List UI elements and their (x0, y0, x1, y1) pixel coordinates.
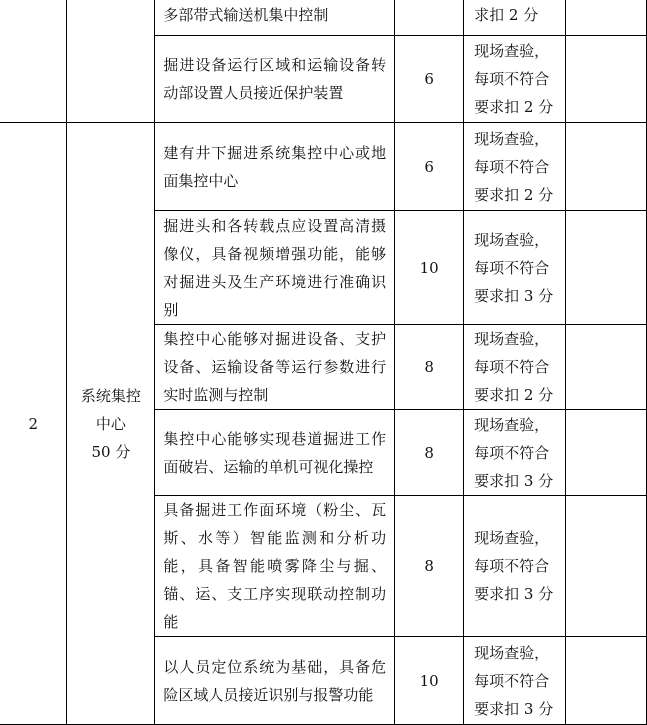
scoring-method: 现场查验，每项不符合要求扣 2 分 (464, 36, 566, 123)
assessment-item: 集控中心能够对掘进设备、支护设备、运输设备等运行参数进行实时监测与控制 (155, 325, 395, 410)
remarks-cell (566, 325, 647, 410)
scoring-method: 现场查验，每项不符合要求扣 2 分 (464, 123, 566, 211)
score-value: 8 (395, 325, 464, 410)
table-row (0, 123, 647, 211)
section-points: 50 分 (91, 442, 131, 461)
remarks-cell (566, 0, 647, 36)
assessment-item: 具备掘进工作面环境（粉尘、瓦斯、水等）智能监测和分析功能，具备智能喷雾降尘与掘、锚、运、支工序实现联动控制功能 (155, 496, 395, 637)
remarks-cell (566, 496, 647, 637)
scoring-method: 现场查验，每项不符合要求扣 2 分 (464, 325, 566, 410)
section-name-cell-prev (67, 0, 155, 123)
section-name: 系统集控中心 (80, 386, 141, 433)
assessment-item: 掘进头和各转载点应设置高清摄像仪，具备视频增强功能，能够对掘进头及生产环境进行准确识别 (155, 211, 395, 325)
score-value: 6 (395, 123, 464, 211)
table-row (0, 0, 647, 36)
scoring-method: 现场查验，每项不符合要求扣 3 分 (464, 496, 566, 637)
remarks-cell (566, 410, 647, 496)
score-cell (395, 0, 464, 36)
score-value: 10 (395, 211, 464, 325)
assessment-item: 以人员定位系统为基础，具备危险区域人员接近识别与报警功能 (155, 637, 395, 725)
score-value: 6 (395, 36, 464, 123)
assessment-item: 掘进设备运行区域和运输设备转动部设置人员接近保护装置 (155, 36, 395, 123)
section-number: 2 (0, 123, 67, 725)
scoring-method: 求扣 2 分 (464, 0, 566, 36)
scoring-method: 现场查验，每项不符合要求扣 3 分 (464, 410, 566, 496)
remarks-cell (566, 123, 647, 211)
section-number-cell-prev (0, 0, 67, 123)
assessment-item: 建有井下掘进系统集控中心或地面集控中心 (155, 123, 395, 211)
assessment-item: 多部带式输送机集中控制 (155, 0, 395, 36)
assessment-item: 集控中心能够实现巷道掘进工作面破岩、运输的单机可视化操控 (155, 410, 395, 496)
remarks-cell (566, 637, 647, 725)
scoring-method: 现场查验，每项不符合要求扣 3 分 (464, 637, 566, 725)
section-title (67, 123, 155, 725)
scoring-method: 现场查验，每项不符合要求扣 3 分 (464, 211, 566, 325)
score-value: 8 (395, 410, 464, 496)
remarks-cell (566, 211, 647, 325)
remarks-cell (566, 36, 647, 123)
score-value: 10 (395, 637, 464, 725)
score-value: 8 (395, 496, 464, 637)
